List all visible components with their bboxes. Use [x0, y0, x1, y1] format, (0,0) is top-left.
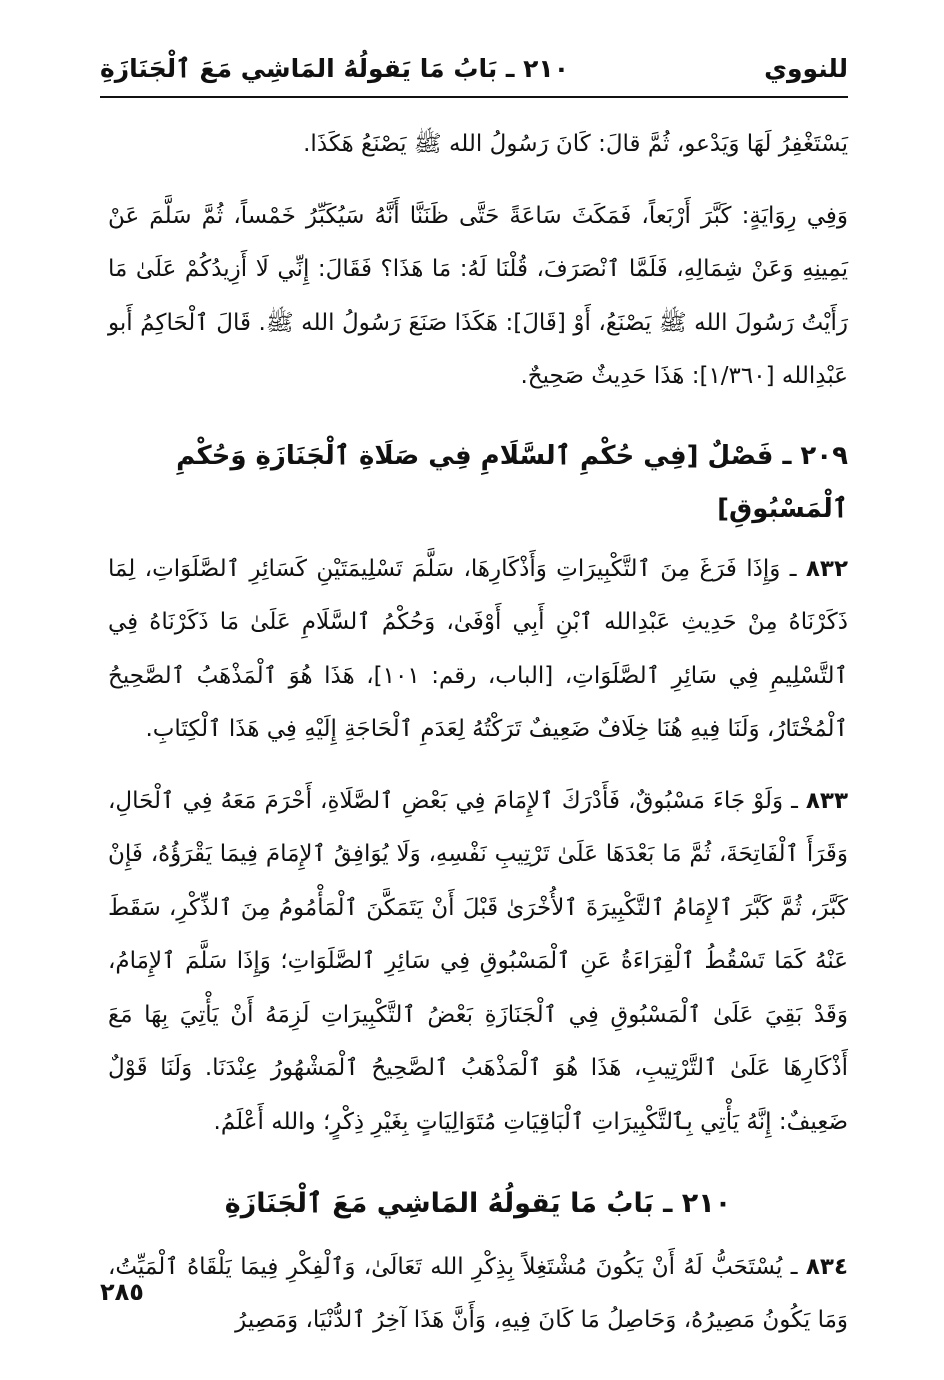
section-heading-209: ٢٠٩ ـ فَصْلٌ [فِي حُكْمِ ٱلسَّلَامِ فِي صَلَاةِ ٱلْجَنَازَةِ وَحُكْمِ ٱلْمَسْبُوقِ]: [176, 440, 848, 524]
paragraph-number-832: ٨٣٢: [805, 555, 848, 582]
paragraph-832-text: ـ وَإِذَا فَرَغَ مِنَ ٱلتَّكْبِيرَاتِ وَأَذْكَارِهَا، سَلَّمَ تَسْلِيمَتَيْنِ كَسَائِرِ ٱلصَّلَوَاتِ، لِمَا ذَكَرْنَاهُ مِنْ حَدِيثِ عَبْدِالله ٱبْنِ أَبِي أَوْفَىٰ، وَحُكْمُ ٱلسَّلَامِ عَلَىٰ مَا ذَكَرْنَاهُ فِي ٱلتَّسْلِيمِ فِي سَائِرِ ٱلصَّلَوَاتِ، [الباب، رقم: ١٠١]، هَذَا هُوَ ٱلْمَذْهَبُ ٱلصَّحِيحُ ٱلْمُخْتَارُ، وَلَنَا فِيهِ هُنَا خِلَافٌ ضَعِيفٌ تَرَكْتُهُ لِعَدَمِ ٱلْحَاجَةِ إِلَيْهِ فِي هَذَا ٱلْكِتَابِ.: [108, 555, 848, 742]
paragraph-833: [108, 775, 848, 1150]
paragraph-hadith-end: يَسْتَغْفِرُ لَهَا وَيَدْعو، ثُمَّ قالَ: كَانَ رَسُولُ الله ﷺ يَصْنَعُ هَكَذَا.: [303, 131, 848, 157]
chapter-heading-210: ٢١٠ ـ بَابُ مَا يَقولُهُ المَاشِي مَعَ ٱلْجَنَازَةِ: [224, 1188, 732, 1219]
page-body: [108, 118, 848, 1348]
paragraph-number-834: ٨٣٤: [805, 1253, 849, 1280]
paragraph-number-833: ٨٣٣: [805, 787, 849, 814]
paragraph-833-text: ـ وَلَوْ جَاءَ مَسْبُوقٌ، فَأَدْرَكَ ٱلإِمَامَ فِي بَعْضِ ٱلصَّلَاةِ، أَحْرَمَ مَعَهُ فِي ٱلْحَالِ، وَقَرَأَ ٱلْفَاتِحَةَ، ثُمَّ مَا بَعْدَهَا عَلَىٰ تَرْتِيبِ نَفْسِهِ، وَلَا يُوَافِقُ ٱلإِمَامَ فِيمَا يَقْرَؤُهُ، فَإِنْ كَبَّرَ، ثُمَّ كَبَّرَ ٱلإِمَامُ ٱلتَّكْبِيرَةَ ٱلأُخْرَىٰ قَبْلَ أَنْ يَتَمَكَّنَ ٱلْمَأْمُومُ مِنَ ٱلذِّكْرِ، سَقَطَ عَنْهُ كَمَا تَسْقُطُ ٱلْقِرَاءَةُ عَنِ ٱلْمَسْبُوقِ فِي سَائِرِ ٱلصَّلَوَاتِ؛ وَإِذَا سَلَّمَ ٱلإِمَامُ، وَقَدْ بَقِيَ عَلَىٰ ٱلْمَسْبُوقِ فِي ٱلْجَنَازَةِ بَعْضُ ٱلتَّكْبِيرَاتِ لَزِمَهُ أَنْ يَأْتِيَ بِهَا مَعَ أَذْكَارِهَا عَلَىٰ ٱلتَّرْتِيبِ، هَذَا هُوَ ٱلْمَذْهَبُ ٱلصَّحِيحُ ٱلْمَشْهُورُ عِنْدَنَا. وَلَنَا قَوْلٌ ضَعِيفٌ: إِنَّهُ يَأْتِي بِٱلتَّكْبِيرَاتِ ٱلْبَاقِيَاتِ مُتَوَالِيَاتٍ بِغَيْرِ ذِكْرٍ؛ والله أَعْلَمُ.: [108, 787, 848, 1135]
page-number: ٢٨٥: [100, 1278, 144, 1306]
paragraph-832: [108, 543, 848, 757]
paragraph-riwaya: وَفِي رِوَايَةٍ: كَبَّرَ أَرْبَعاً، فَمَكَثَ سَاعَةً حَتَّى ظَنَنَّا أَنَّهُ سَيُكَبِّرُ خَمْساً، ثُمَّ سَلَّمَ عَنْ يَمِينِهِ وَعَنْ شِمَالِهِ، فَلَمَّا ٱنْصَرَفَ، قُلْنَا لَهُ: مَا هَذَا؟ فَقَالَ: إِنِّي لَا أَزِيدُكُمْ عَلَىٰ مَا رَأَيْتُ رَسُولَ الله ﷺ يَصْنَعُ، أَوْ [قَالَ]: هَكَذَا صَنَعَ رَسُولُ الله ﷺ. قَالَ ٱلْحَاكِمُ أَبو عَبْدِالله [١/٣٦٠]: هَذَا حَدِيثٌ صَحِيحٌ.: [108, 202, 848, 389]
running-header: [100, 52, 848, 98]
running-author: للنووي: [764, 54, 848, 83]
paragraph-834-text: ـ يُسْتَحَبُّ لَهُ أَنْ يَكُونَ مُشْتَغِلاً بِذِكْرِ الله تَعَالَىٰ، وَٱلْفِكْرِ فِيمَا يَلْقَاهُ ٱلْمَيِّتُ، وَمَا يَكُونُ مَصِيرُهُ، وَحَاصِلُ مَا كَانَ فِيهِ، وَأَنَّ هَذَا آخِرُ ٱلدُّنْيَا، وَمَصِيرُ: [108, 1253, 848, 1333]
paragraph-834: [108, 1241, 848, 1348]
running-title: ٢١٠ ـ بَابُ مَا يَقولُهُ المَاشِي مَعَ ٱلْجَنَازَةِ: [100, 54, 569, 83]
